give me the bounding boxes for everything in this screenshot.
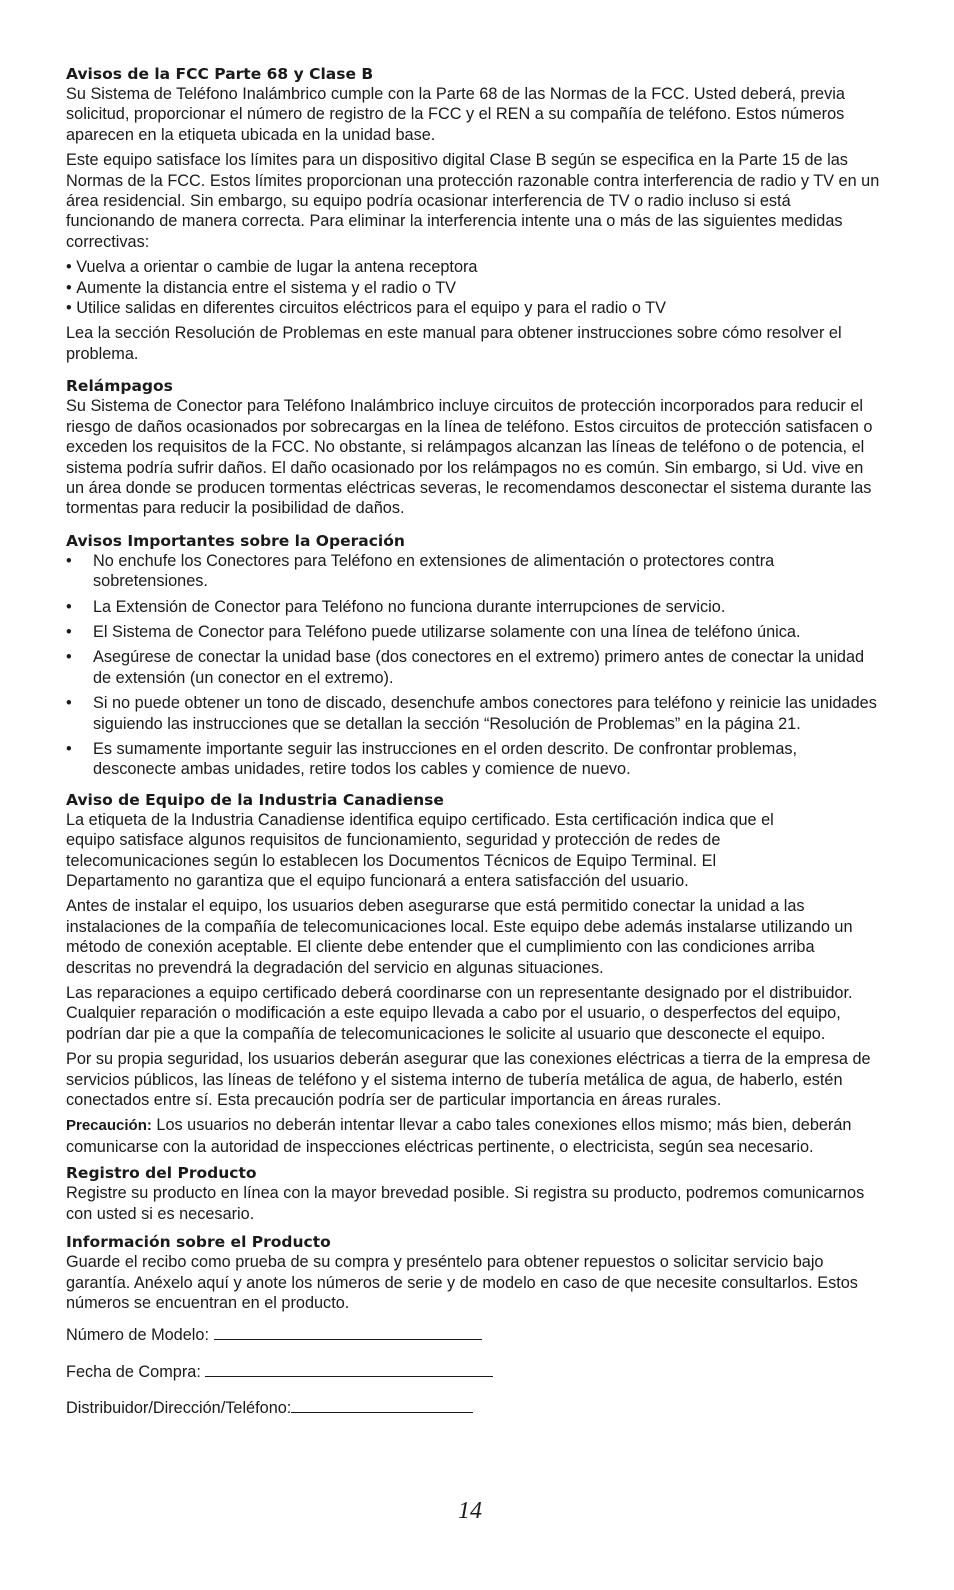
- fcc-paragraph-3: Lea la sección Resolución de Problemas en este manual para obtener instrucciones sobre cómo resolver el problema.: [66, 324, 842, 363]
- operation-section: [66, 531, 880, 780]
- registration-paragraph: Registre su producto en línea con la mayor brevedad posible. Si registra su producto, podremos comunicarnos con usted si es necesario.: [66, 1184, 865, 1223]
- caution-text: Los usuarios no deberán intentar llevar a cabo tales conexiones ellos mismo; más bien, deberán comunicarse con la autoridad de inspecciones eléctricas pertinente, o electricista, según sea necesario.: [66, 1116, 852, 1156]
- model-number-field: [66, 1325, 880, 1345]
- registration-heading: Registro del Producto: [66, 1164, 257, 1183]
- canada-section: [66, 790, 880, 1158]
- canada-paragraph-1: La etiqueta de la Industria Canadiense identifica equipo certificado. Esta certificación indica que el equipo satisface algunos requisitos de funcionamiento, seguridad y protección de redes de telecomunicaciones según lo establecen los Documentos Técnicos de Equipo Terminal. El Departamento no garantiza que el equipo funcionará a entera satisfacción del usuario.: [66, 810, 774, 890]
- fcc-paragraph-2: Este equipo satisface los límites para un dispositivo digital Clase B según se especifica en la Parte 15 de las Normas de la FCC. Estos límites proporcionan una protección razonable contra interferencia de radio y TV en un área residencial. Sin embargo, su equipo podría ocasionar interferencia de TV o radio incluso si está funcionando de manera correcta. Para eliminar la interferencia intente una o más de las siguientes medidas correctivas:: [66, 151, 880, 251]
- model-number-input[interactable]: [214, 1325, 482, 1340]
- list-item: • Si no puede obtener un tono de discado, desenchufe ambos conectores para teléfono y reinicie las unidades siguiendo las instrucciones que se detallan la sección “Resolución de Problemas” en la página 21.: [66, 693, 880, 734]
- lightning-section: [66, 376, 880, 518]
- document-page: [66, 64, 880, 1435]
- product-info-heading: Información sobre el Producto: [66, 1233, 331, 1252]
- list-item: • Utilice salidas en diferentes circuitos eléctricos para el equipo y para el radio o TV: [66, 298, 880, 318]
- caution-label: Precaución:: [66, 1117, 152, 1135]
- purchase-date-input[interactable]: [205, 1362, 493, 1377]
- model-number-label: Número de Modelo:: [66, 1326, 214, 1345]
- list-item: • Es sumamente importante seguir las instrucciones en el orden descrito. De confrontar problemas, desconecte ambas unidades, retire todos los cables y comience de nuevo.: [66, 739, 880, 780]
- operation-list: [66, 551, 880, 780]
- canada-paragraph-3: Las reparaciones a equipo certificado deberá coordinarse con un representante designado por el distribuidor. Cualquier reparación o modificación a este equipo llevada a cabo por el usuario, o desperfectos del equipo, podrían dar pie a que la compañía de telecomunicaciones le solicite al usuario que desconecte el equipo.: [66, 984, 853, 1043]
- product-info-section: [66, 1232, 880, 1418]
- page-number: 14: [458, 1498, 482, 1524]
- caution-paragraph: [66, 1115, 880, 1157]
- fcc-corrective-list: [66, 257, 880, 318]
- lightning-heading: Relámpagos: [66, 377, 173, 396]
- registration-section: [66, 1163, 880, 1224]
- list-item: • El Sistema de Conector para Teléfono puede utilizarse solamente con una línea de teléfono única.: [66, 622, 880, 642]
- purchase-date-field: [66, 1362, 880, 1382]
- dealer-field: [66, 1398, 880, 1418]
- fcc-section: [66, 64, 880, 364]
- list-item: • Vuelva a orientar o cambie de lugar la antena receptora: [66, 257, 880, 277]
- product-info-paragraph: Guarde el recibo como prueba de su compra y preséntelo para obtener repuestos o solicitar servicio bajo garantía. Anéxelo aquí y anote los números de serie y de modelo en caso de que necesite consultarlos. Estos números se encuentran en el producto.: [66, 1253, 858, 1312]
- canada-paragraph-4: Por su propia seguridad, los usuarios deberán asegurar que las conexiones eléctricas a tierra de la empresa de servicios públicos, las líneas de teléfono y el sistema interno de tubería metálica de agua, de haberlo, estén conectados entre sí. Esta precaución podría ser de particular importancia en áreas rurales.: [66, 1050, 871, 1110]
- list-item: • La Extensión de Conector para Teléfono no funciona durante interrupciones de servicio.: [66, 597, 880, 617]
- list-item: • Asegúrese de conectar la unidad base (dos conectores en el extremo) primero antes de conectar la unidad de extensión (un conector en el extremo).: [66, 647, 880, 688]
- canada-heading: Aviso de Equipo de la Industria Canadiense: [66, 790, 444, 809]
- dealer-input[interactable]: [291, 1398, 473, 1413]
- canada-paragraph-2: Antes de instalar el equipo, los usuarios deben asegurarse que está permitido conectar la unidad a las instalaciones de la compañía de telecomunicaciones local. Este equipo debe además instalarse utilizando un método de conexión aceptable. El cliente debe entender que el cumplimiento con las condiciones arriba descritas no prevendrá la degradación del servicio en algunas situaciones.: [66, 897, 853, 977]
- fcc-heading: Avisos de la FCC Parte 68 y Clase B: [66, 65, 374, 83]
- list-item: • Aumente la distancia entre el sistema y el radio o TV: [66, 278, 880, 298]
- fcc-paragraph-1: Su Sistema de Teléfono Inalámbrico cumple con la Parte 68 de las Normas de la FCC. Usted deberá, previa solicitud, proporcionar el número de registro de la FCC y el REN a su compañía de teléfono. Estos números aparecen en la etiqueta ubicada en la unidad base.: [66, 85, 845, 144]
- list-item: • No enchufe los Conectores para Teléfono en extensiones de alimentación o protectores contra sobretensiones.: [66, 551, 880, 592]
- dealer-label: Distribuidor/Dirección/Teléfono:: [66, 1399, 292, 1418]
- purchase-date-label: Fecha de Compra:: [66, 1362, 206, 1381]
- operation-heading: Avisos Importantes sobre la Operación: [66, 531, 405, 550]
- lightning-paragraph: Su Sistema de Conector para Teléfono Inalámbrico incluye circuitos de protección incorporados para reducir el riesgo de daños ocasionados por sobrecargas en la línea de teléfono. Estos circuitos de protección satisfacen o exceden los requisitos de la FCC. No obstante, si relámpagos alcanzan las líneas de teléfono o de potencia, el sistema podría sufrir daños. El daño ocasionado por los relámpagos no es común. Sin embargo, si Ud. vive en un área donde se producen tormentas eléctricas severas, le recomendamos desconectar el sistema durante las tormentas para reducir la posibilidad de daños.: [66, 397, 873, 518]
